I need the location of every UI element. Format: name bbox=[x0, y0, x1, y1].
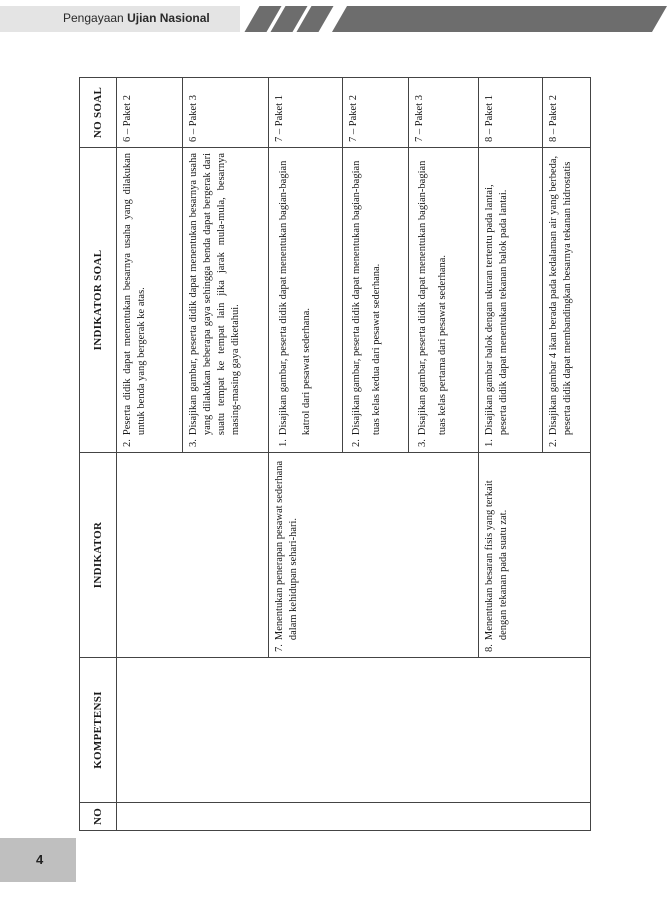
indikator-text: Menentukan besaran fisis yang terkait dengan tekanan pada suatu zat. bbox=[484, 480, 509, 641]
no-cell bbox=[117, 803, 591, 831]
indikator-number: 7. bbox=[274, 644, 285, 652]
rotated-table bbox=[79, 78, 573, 831]
col-header-no-soal: NO SOAL bbox=[80, 78, 117, 148]
header-title-bold: Ujian Nasional bbox=[127, 11, 210, 25]
no-soal-cell: 8 – Paket 1 bbox=[479, 78, 543, 148]
indikator-soal-text: Disajikan gambar, peserta didik dapat menentukan bagian-bagian katrol dari pesawat sederhana. bbox=[278, 160, 312, 436]
indikator-soal-text: Disajikan gambar, peserta didik dapat menentukan bagian-bagian tuas kelas kedua dari pesawat sederhana. bbox=[351, 160, 382, 436]
row-number: 2. bbox=[351, 439, 362, 447]
header-title bbox=[63, 11, 210, 25]
header-right-band bbox=[332, 6, 667, 32]
row-number: 3. bbox=[188, 439, 199, 447]
col-header-indikator-soal: INDIKATOR SOAL bbox=[80, 148, 117, 453]
indikator-soal-text: Peserta didik dapat menentukan besarnya usaha yang dilakukan untuk benda yang bergerak ke atas. bbox=[122, 153, 147, 436]
row-number: 2. bbox=[548, 439, 559, 447]
page-number: 4 bbox=[36, 852, 44, 867]
no-soal-cell: 7 – Paket 2 bbox=[343, 78, 409, 148]
indikator-soal-cell bbox=[343, 148, 409, 453]
table-header-row bbox=[80, 78, 117, 831]
col-header-indikator: INDIKATOR bbox=[80, 453, 117, 658]
indikator-soal-text: Disajikan gambar 4 ikan berada pada kedalaman air yang berbeda, peserta didik dapat membandingkan besarnya tekanan hidrostatis bbox=[548, 155, 573, 436]
row-number: 3. bbox=[417, 439, 428, 447]
page-header bbox=[0, 0, 638, 40]
page-number-box bbox=[0, 838, 76, 882]
row-number: 1. bbox=[484, 439, 495, 447]
indikator-soal-cell bbox=[479, 148, 543, 453]
indikator-soal-cell bbox=[409, 148, 479, 453]
no-soal-cell: 6 – Paket 2 bbox=[117, 78, 183, 148]
header-title-normal: Pengayaan bbox=[63, 11, 124, 25]
no-soal-cell: 7 – Paket 1 bbox=[269, 78, 343, 148]
table-row bbox=[117, 78, 183, 831]
indikator-cell bbox=[269, 453, 479, 658]
kompetensi-cell bbox=[117, 658, 591, 803]
indikator-soal-cell bbox=[543, 148, 591, 453]
no-soal-cell: 7 – Paket 3 bbox=[409, 78, 479, 148]
indikator-number: 8. bbox=[484, 644, 495, 652]
row-number: 2. bbox=[122, 439, 133, 447]
row-number: 1. bbox=[278, 439, 289, 447]
indikator-soal-text: Disajikan gambar balok dengan ukuran tertentu pada lantai, peserta didik dapat menentukan tekanan balok pada lantai. bbox=[484, 184, 509, 436]
indikator-soal-text: Disajikan gambar, peserta didik dapat menentukan besarnya usaha yang dilakukan beberapa gaya sehingga benda dapat bergerak dari suatu tempat ke tempat lain jika jarak mula-mula, besarnya masing-masing gaya diketahui. bbox=[188, 153, 241, 436]
indikator-cell bbox=[117, 453, 269, 658]
col-header-kompetensi: KOMPETENSI bbox=[80, 658, 117, 803]
no-soal-cell: 6 – Paket 3 bbox=[183, 78, 269, 148]
no-soal-cell: 8 – Paket 2 bbox=[543, 78, 591, 148]
indikator-soal-cell bbox=[269, 148, 343, 453]
indikator-soal-text: Disajikan gambar, peserta didik dapat menentukan bagian-bagian tuas kelas pertama dari pesawat sederhana. bbox=[417, 160, 448, 436]
col-header-no: NO bbox=[80, 803, 117, 831]
table-container bbox=[79, 78, 573, 831]
indikator-soal-cell bbox=[183, 148, 269, 453]
indikator-text: Menentukan penerapan pesawat sederhana dalam kehidupan sehari-hari. bbox=[274, 460, 299, 641]
indikator-soal-cell bbox=[117, 148, 183, 453]
indicator-table bbox=[79, 77, 591, 831]
indikator-cell bbox=[479, 453, 591, 658]
